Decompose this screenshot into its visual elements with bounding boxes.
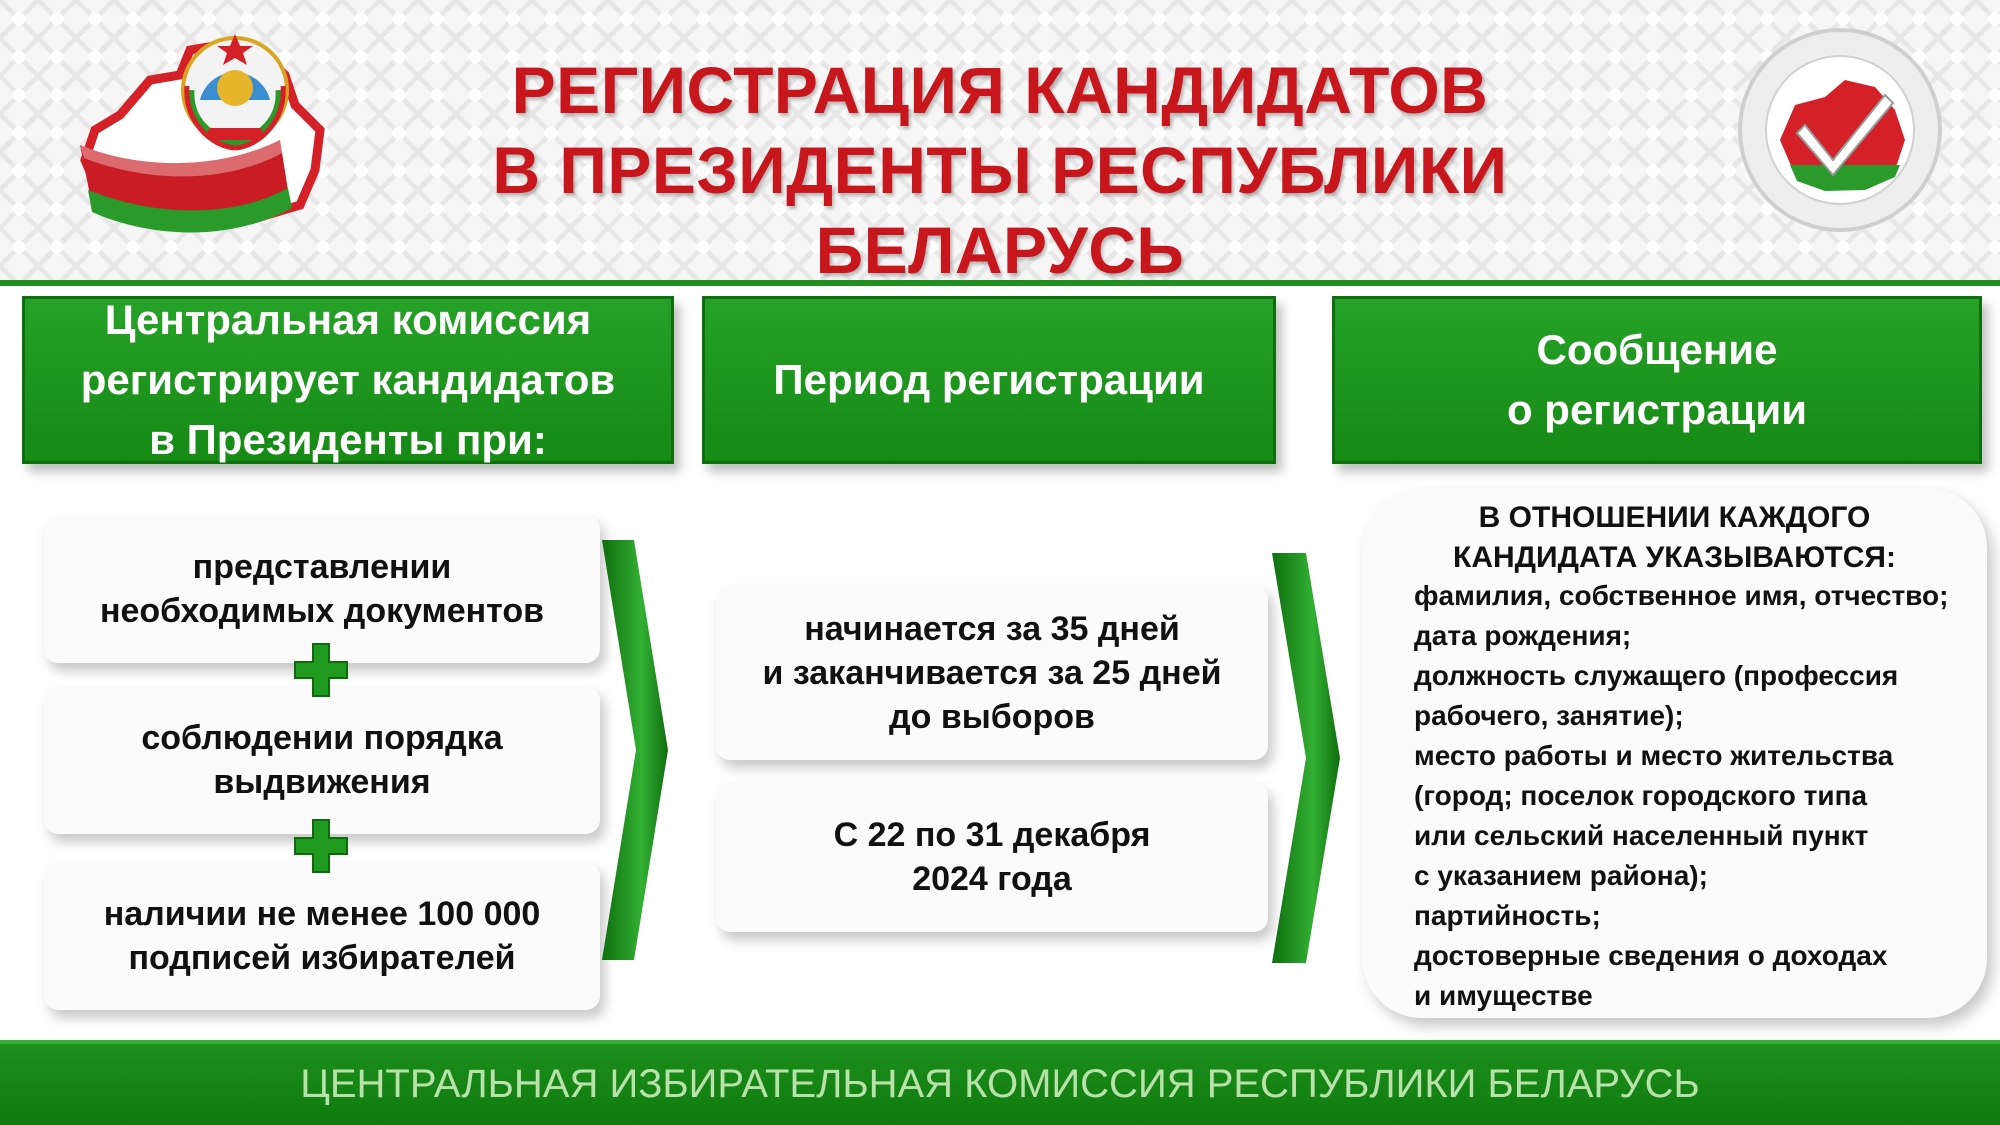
card-line: до выборов [889, 697, 1095, 736]
period-card-days [716, 585, 1268, 760]
title-line-2: В ПРЕЗИДЕНТЫ РЕСПУБЛИКИ БЕЛАРУСЬ [492, 133, 1508, 287]
card-line: и заканчивается за 25 дней [762, 653, 1222, 692]
card-line: соблюдении порядка [141, 719, 503, 757]
plus-icon [293, 642, 349, 698]
card-line: выдвижения [213, 763, 431, 801]
right-header-line-1: Сообщение [1536, 326, 1778, 373]
right-header-line-2: о регистрации [1506, 386, 1808, 433]
footer-text: ЦЕНТРАЛЬНАЯ ИЗБИРАТЕЛЬНАЯ КОМИССИЯ РЕСПУБЛИКИ БЕЛАРУСЬ [300, 1062, 1700, 1106]
condition-card-documents [44, 515, 600, 663]
panel-heading-line-2: КАНДИДАТА УКАЗЫВАЮТСЯ: [1453, 541, 1896, 574]
chevron-right-icon [600, 540, 670, 960]
card-line: наличии не менее 100 000 [103, 895, 541, 933]
list-item: рабочего, занятие); [1414, 700, 1684, 731]
list-item: с указанием района); [1414, 860, 1708, 891]
list-item: фамилия, собственное имя, отчество; [1414, 580, 1949, 611]
card-line: представлении [192, 548, 452, 586]
election-commission-seal-logo [1735, 25, 1945, 235]
left-header-line-1: Центральная комиссия [104, 296, 592, 343]
condition-card-signatures [44, 862, 600, 1010]
panel-heading [1362, 498, 1987, 578]
card-line: начинается за 35 дней [804, 609, 1180, 648]
left-header-line-3: в Президенты при: [149, 416, 547, 463]
card-line: С 22 по 31 декабря [833, 816, 1151, 854]
registration-message-panel [1362, 488, 1987, 1018]
list-item: (город; поселок городского типа [1414, 780, 1868, 811]
middle-header-line-1: Период регистрации [773, 356, 1205, 403]
middle-column-header [702, 296, 1276, 464]
list-item: достоверные сведения о доходах [1414, 940, 1888, 971]
card-line: 2024 года [912, 860, 1072, 898]
page-title [300, 50, 1700, 290]
title-line-1: РЕГИСТРАЦИЯ КАНДИДАТОВ [511, 53, 1489, 127]
left-column-header [22, 296, 674, 464]
card-line: необходимых документов [99, 592, 545, 630]
card-line: подписей избирателей [128, 939, 516, 977]
list-item: должность служащего (профессия [1414, 660, 1899, 691]
list-item: дата рождения; [1414, 620, 1632, 651]
right-column-header [1332, 296, 1982, 464]
plus-icon [293, 818, 349, 874]
period-card-dates [716, 782, 1268, 932]
left-header-line-2: регистрирует кандидатов [80, 356, 616, 403]
list-item: партийность; [1414, 900, 1601, 931]
panel-heading-line-1: В ОТНОШЕНИИ КАЖДОГО [1478, 501, 1871, 534]
list-item: или сельский населенный пункт [1414, 820, 1869, 851]
list-item: и имуществе [1414, 980, 1593, 1011]
chevron-right-icon [1270, 553, 1342, 963]
list-item: место работы и место жительства [1414, 740, 1894, 771]
panel-list [1414, 576, 1974, 1016]
condition-card-nomination [44, 686, 600, 834]
